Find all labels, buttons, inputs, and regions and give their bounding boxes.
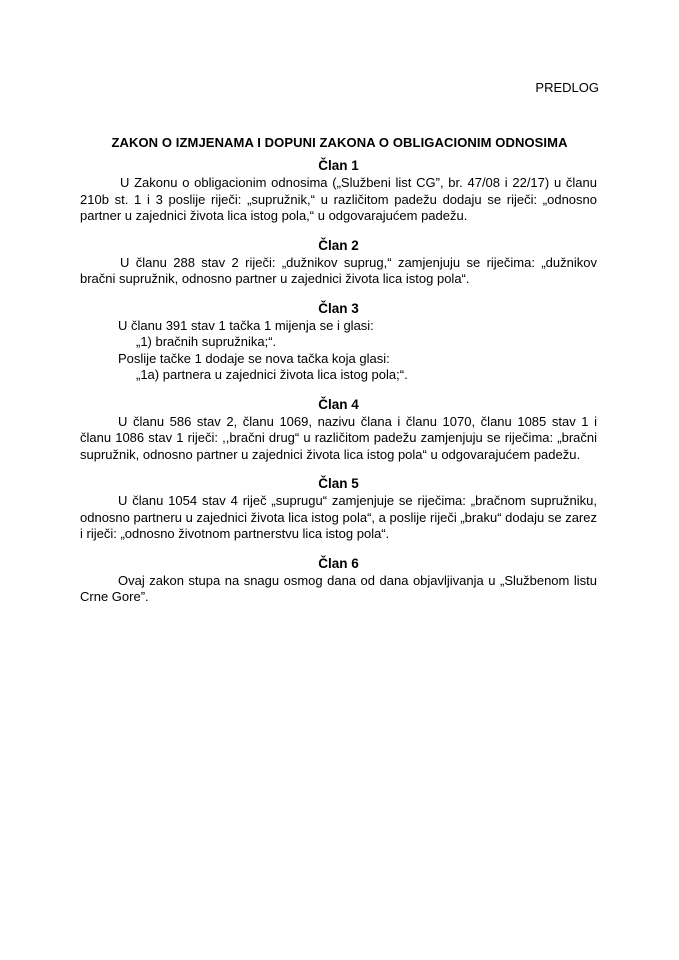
article-heading: Član 2 [318,237,359,253]
article-heading: Član 4 [318,396,359,412]
article-heading: Član 3 [318,300,359,316]
article-5 [80,475,597,543]
article-line: U članu 391 stav 1 tačka 1 mijenja se i glasi: [118,317,374,333]
article-4 [80,396,597,464]
article-text: Ovaj zakon stupa na snagu osmog dana od dana objavljivanja u „Službenom listu Crne Gore”. [80,572,597,604]
article-heading: Član 1 [318,158,359,173]
article-heading: Član 6 [318,555,359,571]
proposal-label: PREDLOG [535,80,599,95]
article-text: U Zakonu o obligacionim odnosima („Službeni list CG”, br. 47/08 i 22/17) u članu 210b st. 1 i 3 poslije riječi: „supružnik,“ u različitom padežu dodaju se riječi: „odnosno partner u zajednici života lica istog pola,“ u odgovarajućem padežu. [80,175,597,223]
document-body [80,157,597,618]
article-2 [80,237,597,288]
article-quoted-line: „1a) partnera u zajednici života lica istog pola;“. [136,367,408,382]
article-line: Poslije tačke 1 dodaje se nova tačka koja glasi: [118,350,390,366]
article-6 [80,555,597,606]
article-3 [80,300,597,384]
article-text: U članu 586 stav 2, članu 1069, nazivu člana i članu 1070, članu 1085 stav 1 i članu 1086 stav 1 riječi: ,,bračni drug“ u različitom padežu zamjenjuju se riječima: „bračni supružnik, odnosno partner u zajednici života lica istog pola“ u odgovarajućem padežu. [80,413,597,462]
article-text: U članu 288 stav 2 riječi: „dužnikov suprug,“ zamjenjuju se riječima: „dužnikov bračni supružnik, odnosno partner u zajednici života lica istog pola“. [80,254,597,286]
article-quoted-line: „1) bračnih supružnika;“. [136,334,277,349]
document-title: ZAKON O IZMJENAMA I DOPUNI ZAKONA O OBLIGACIONIM ODNOSIMA [111,135,568,150]
article-heading: Član 5 [318,476,359,491]
article-text: U članu 1054 stav 4 riječ „suprugu“ zamjenjuje se riječima: „bračnom supružniku, odnosno partneru u zajednici života lica istog pola“, a poslije riječi „braku“ dodaju se zarez i riječi: „odnosno životnom partnerstvu lica istog pola“. [80,493,597,541]
article-1 [80,157,597,225]
